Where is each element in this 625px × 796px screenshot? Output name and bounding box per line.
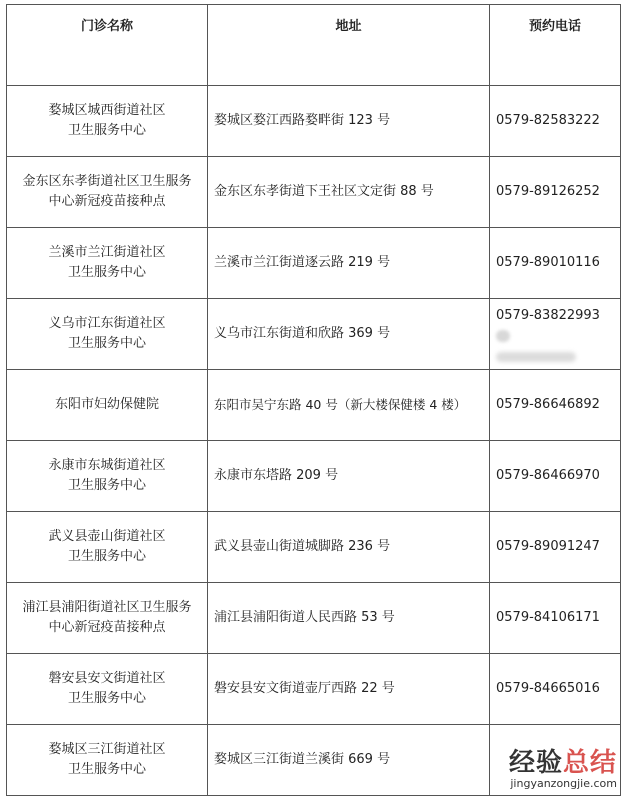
clinic-name-cell: 兰溪市兰江街道社区 卫生服务中心: [7, 228, 208, 299]
address-cell: 婺城区三江街道兰溪街 669 号: [208, 725, 490, 796]
header-address: 地址: [208, 5, 490, 86]
clinic-name-cell: 永康市东城街道社区 卫生服务中心: [7, 441, 208, 512]
clinic-name-cell: 义乌市江东街道社区 卫生服务中心: [7, 299, 208, 370]
address-cell: 婺城区婺江西路婺畔街 123 号: [208, 86, 490, 157]
address-cell: 磐安县安文街道壶厅西路 22 号: [208, 654, 490, 725]
phone-cell: 0579-89010116: [490, 228, 621, 299]
clinic-name-cell: 婺城区城西街道社区 卫生服务中心: [7, 86, 208, 157]
table-row: [7, 299, 621, 370]
clinic-name-cell: 东阳市妇幼保健院: [7, 370, 208, 441]
phone-cell: 0579-84665016: [490, 654, 621, 725]
clinic-name-cell: 武义县壶山街道社区 卫生服务中心: [7, 512, 208, 583]
phone-cell: 0579-82583222: [490, 86, 621, 157]
clinic-table: [6, 4, 621, 796]
address-cell: 金东区东孝街道下王社区文定街 88 号: [208, 157, 490, 228]
table-row: [7, 157, 621, 228]
phone-cell: 0579-86646892: [490, 370, 621, 441]
table-row: [7, 654, 621, 725]
redaction-blur: [496, 352, 576, 362]
address-cell: 浦江县浦阳街道人民西路 53 号: [208, 583, 490, 654]
address-cell: 兰溪市兰江街道逐云路 219 号: [208, 228, 490, 299]
clinic-name-cell: 金东区东孝街道社区卫生服务 中心新冠疫苗接种点: [7, 157, 208, 228]
table-row: [7, 86, 621, 157]
address-cell: 东阳市吴宁东路 40 号（新大楼保健楼 4 楼）: [208, 370, 490, 441]
address-cell: 永康市东塔路 209 号: [208, 441, 490, 512]
watermark-logo: 经验总结: [508, 748, 617, 778]
site-watermark: [509, 749, 617, 790]
phone-cell: 0579-89091247: [490, 512, 621, 583]
address-cell: 义乌市江东街道和欣路 369 号: [208, 299, 490, 370]
header-clinic-name: 门诊名称: [7, 5, 208, 86]
table-row: [7, 228, 621, 299]
table-header-row: [7, 5, 621, 86]
table-row: [7, 583, 621, 654]
address-cell: 武义县壶山街道城脚路 236 号: [208, 512, 490, 583]
header-phone: 预约电话: [490, 5, 621, 86]
clinic-name-cell: 婺城区三江街道社区 卫生服务中心: [7, 725, 208, 796]
watermark-url: jingyanzongjie.com: [510, 777, 617, 790]
clinic-name-cell: 浦江县浦阳街道社区卫生服务 中心新冠疫苗接种点: [7, 583, 208, 654]
phone-cell: 0579-83822993: [490, 299, 621, 370]
phone-cell: 0579-86466970: [490, 441, 621, 512]
phone-cell: 0579-89126252: [490, 157, 621, 228]
redaction-blur: [496, 330, 510, 342]
table-row: [7, 512, 621, 583]
clinic-name-cell: 磐安县安文街道社区 卫生服务中心: [7, 654, 208, 725]
table-row: [7, 370, 621, 441]
table-row: [7, 441, 621, 512]
phone-cell: 0579-84106171: [490, 583, 621, 654]
